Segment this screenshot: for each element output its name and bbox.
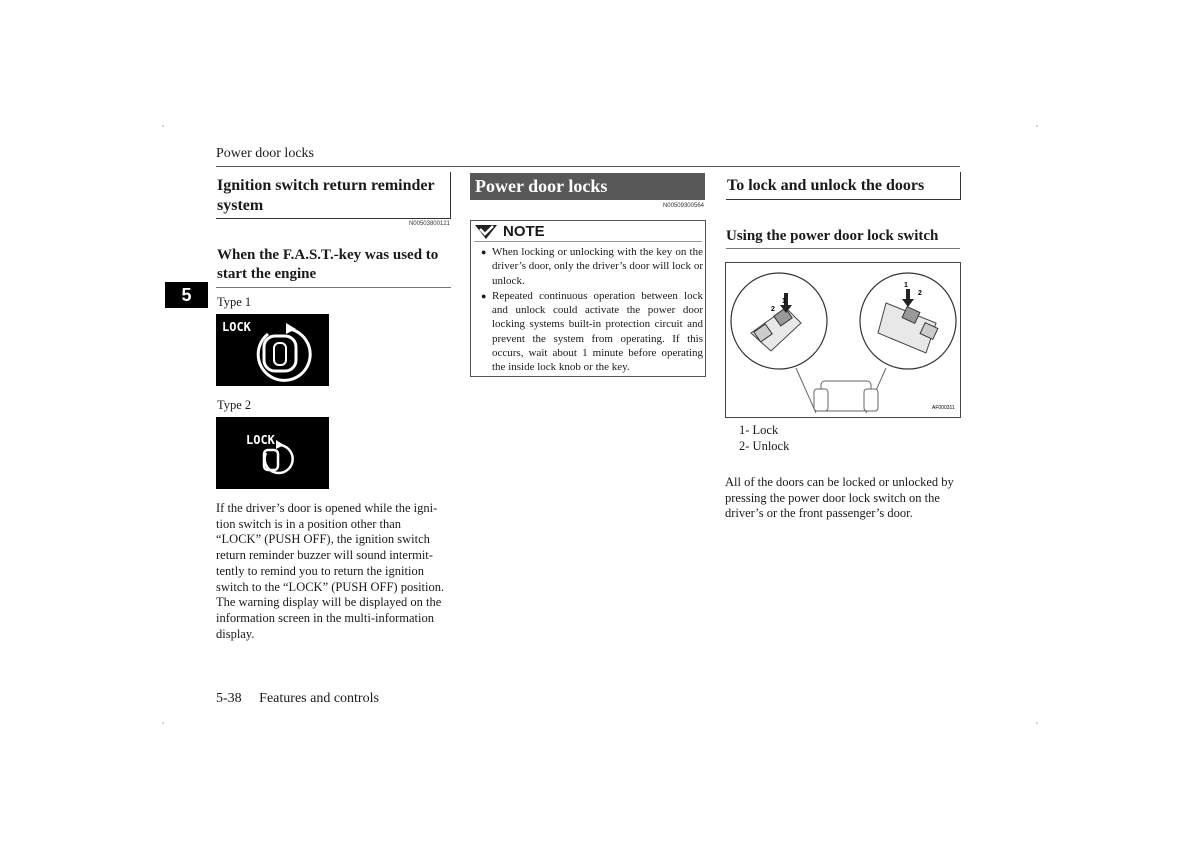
type1-lcd-display <box>216 314 329 386</box>
paragraph-line: All of the doors can be locked or unlocked by <box>725 475 954 489</box>
note-title: NOTE <box>503 222 545 240</box>
note-header <box>474 221 702 242</box>
subheading-line: When the F.A.S.T.-key was used to <box>217 247 439 263</box>
crop-mark <box>1036 125 1038 127</box>
paragraph-line: display. <box>216 626 255 641</box>
paragraph-line: tently to remind you to return the ignition <box>216 563 424 578</box>
paragraph-line: pressing the power door lock switch on the <box>725 490 940 505</box>
callout-2: 2 <box>918 290 922 297</box>
lcd-text: LOCK <box>222 320 251 334</box>
paragraph-line: switch to the “LOCK” (PUSH OFF) position. <box>216 579 445 594</box>
section-code: N00509300564 <box>662 203 704 209</box>
note-item: ● Repeated continuous operation between lock and unlock could activate the power door locking systems built-in protection circuit and prevent the system from operating. If this occurs, wait about 1 minute before operating the inside lock knob or the key. <box>481 289 703 375</box>
section-heading-line: system <box>217 197 264 214</box>
paragraph-line: tion switch is in a position other than <box>216 516 402 531</box>
subheading <box>217 246 451 284</box>
lcd-text: LOCK <box>246 433 275 447</box>
door-lock-switch-illustration <box>726 263 960 417</box>
running-header: Power door locks <box>216 146 314 161</box>
type1-label: Type 1 <box>217 295 252 309</box>
legend-item: 1- Lock <box>739 423 779 437</box>
paragraph-line: driver’s or the front passenger’s door. <box>725 506 913 521</box>
crop-mark <box>1036 722 1038 724</box>
section-heading-line: Ignition switch return reminder <box>217 177 435 194</box>
callout-1: 1 <box>782 298 786 305</box>
crop-mark <box>162 722 164 724</box>
paragraph-line: If the driver’s door is opened while the igni- <box>216 501 438 515</box>
callout-1: 1 <box>904 282 908 289</box>
subheading: Using the power door lock switch <box>726 228 939 244</box>
figure-code: AF000311 <box>932 405 955 411</box>
page-footer <box>216 691 379 707</box>
paragraph-line: return reminder buzzer will sound intermit- <box>216 548 433 563</box>
lock-indicator-icon <box>216 417 329 489</box>
section-heading <box>217 176 449 216</box>
crop-mark <box>162 125 164 127</box>
chapter-tab: 5 <box>165 282 208 308</box>
header-rule <box>216 166 960 167</box>
section-banner: Power door locks <box>470 173 705 200</box>
reminder-paragraph <box>216 501 451 642</box>
legend-item: 2- Unlock <box>739 439 790 453</box>
note-item: ● When locking or unlocking with the key on the driver’s door, only the driver’s door will lock or unlock. <box>481 245 703 288</box>
section-code: N00503800121 <box>408 221 450 227</box>
footer-section: Features and controls <box>259 691 379 706</box>
lock-indicator-icon <box>216 314 329 386</box>
callout-2: 2 <box>771 306 775 313</box>
note-box <box>470 220 706 377</box>
page-number: 5-38 <box>216 691 242 706</box>
paragraph-line: information screen in the multi-information <box>216 610 434 625</box>
paragraph-line: The warning display will be displayed on the <box>216 595 442 610</box>
figure-legend <box>739 422 789 454</box>
note-icon <box>474 222 498 240</box>
door-switch-figure <box>725 262 961 418</box>
subheading-rule <box>216 287 451 288</box>
type2-lcd-display <box>216 417 329 489</box>
section-heading: To lock and unlock the doors <box>727 177 925 194</box>
note-list <box>481 245 703 375</box>
subheading-line: start the engine <box>217 266 317 282</box>
paragraph-line: “LOCK” (PUSH OFF), the ignition switch <box>216 532 430 547</box>
type2-label: Type 2 <box>217 398 252 412</box>
lock-paragraph <box>725 475 960 522</box>
subheading-rule <box>726 248 960 249</box>
